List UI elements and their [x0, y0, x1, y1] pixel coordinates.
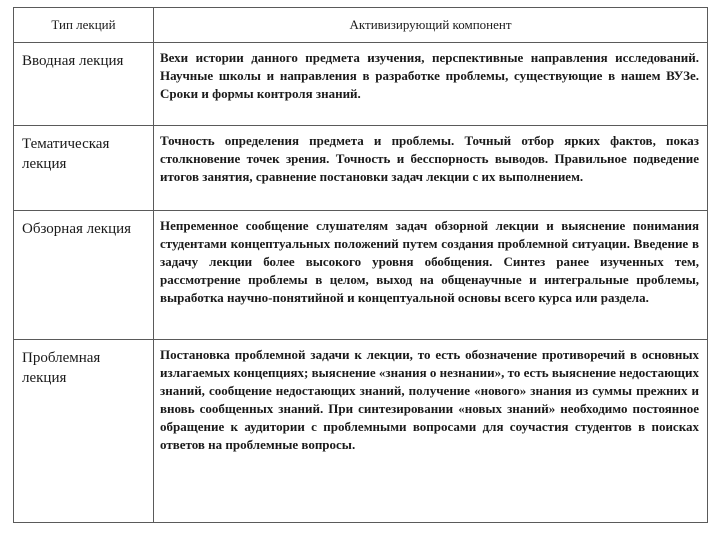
component-cell: Вехи истории данного предмета изучения, перспективные направления исследований. Научные школы и направления в разработке проблемы, существующие в нашем ВУЗе. Сроки и формы контроля знаний.: [154, 43, 708, 126]
lecture-types-table: [13, 7, 708, 523]
lecture-type-cell: Тематическая лекция: [14, 126, 154, 211]
table-row: [14, 43, 708, 126]
lecture-type-cell: Обзорная лекция: [14, 211, 154, 340]
table-row: [14, 211, 708, 340]
component-cell: Непременное сообщение слушателям задач обзорной лекции и выяснение понимания студентами концептуальных положений путем создания проблемной ситуации. Введение в задачу лекции более высокого уровня обобщения. Синтез ранее изученных тем, рассмотрение проблемы в целом, выход на общенаучные и интегральные проблемы, выработка научно-понятийной и концептуальной основы всего курса или раздела.: [154, 211, 708, 340]
table-row: [14, 126, 708, 211]
table-header-row: [14, 8, 708, 43]
table-row: [14, 340, 708, 523]
component-cell: Точность определения предмета и проблемы. Точный отбор ярких фактов, показ столкновение точек зрения. Точность и бесспорность выводов. Правильное подведение итогов занятия, сравнение постановки задач лекции с их выполнением.: [154, 126, 708, 211]
component-cell: Постановка проблемной задачи к лекции, то есть обозначение противоречий в основных излагаемых концепциях; выяснение «знания о незнании», то есть выяснение недостающих знаний, сообщение недостающих знаний, получение «нового» знания из суммы прежних и вновь сообщенных знаний. При синтезировании «новых знаний» необходимо постоянное обращение к аудитории с проблемными вопросами для соучастия студентов в поисках ответов на проблемные вопросы.: [154, 340, 708, 523]
header-type: Тип лекций: [14, 8, 154, 43]
lecture-type-cell: Проблемная лекция: [14, 340, 154, 523]
header-component: Активизирующий компонент: [154, 8, 708, 43]
lecture-type-cell: Вводная лекция: [14, 43, 154, 126]
